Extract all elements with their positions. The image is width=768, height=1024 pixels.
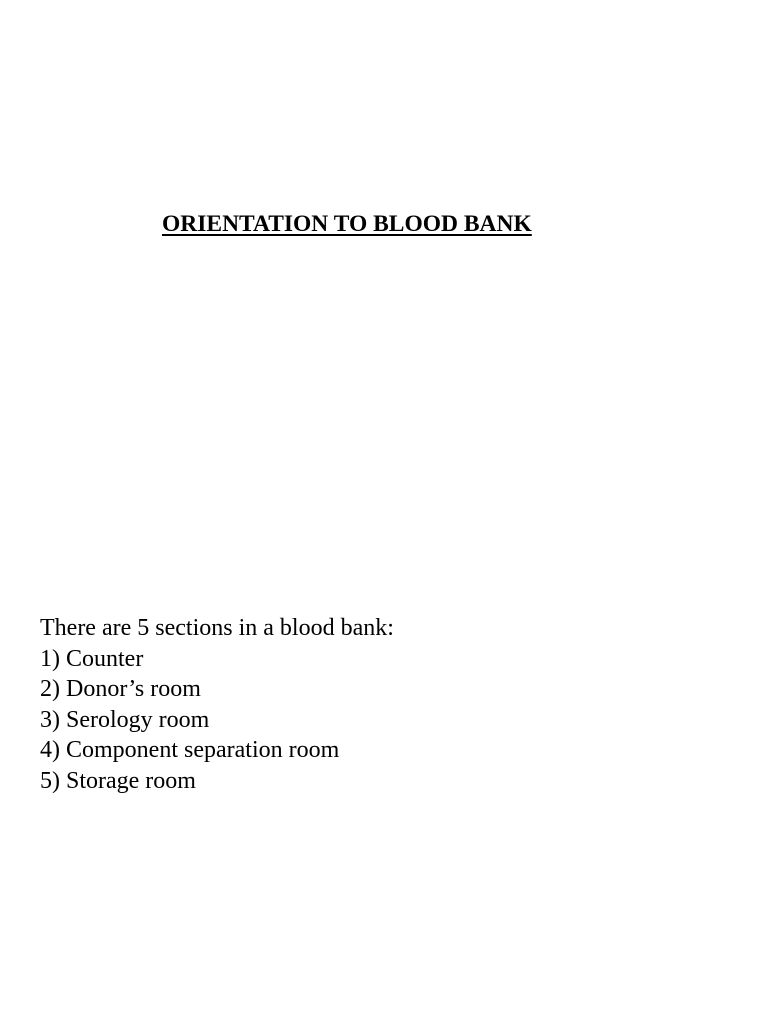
intro-text: There are 5 sections in a blood bank: — [40, 615, 394, 641]
document-body — [40, 613, 394, 797]
list-item: 1) Counter — [40, 645, 144, 672]
list-item: 4) Component separation room — [40, 737, 340, 764]
list-item: 3) Serology room — [40, 706, 210, 733]
page-title: ORIENTATION TO BLOOD BANK — [162, 211, 532, 237]
list-item: 2) Donor’s room — [40, 676, 201, 703]
sections-list — [40, 644, 394, 797]
list-item: 5) Storage room — [40, 767, 196, 794]
